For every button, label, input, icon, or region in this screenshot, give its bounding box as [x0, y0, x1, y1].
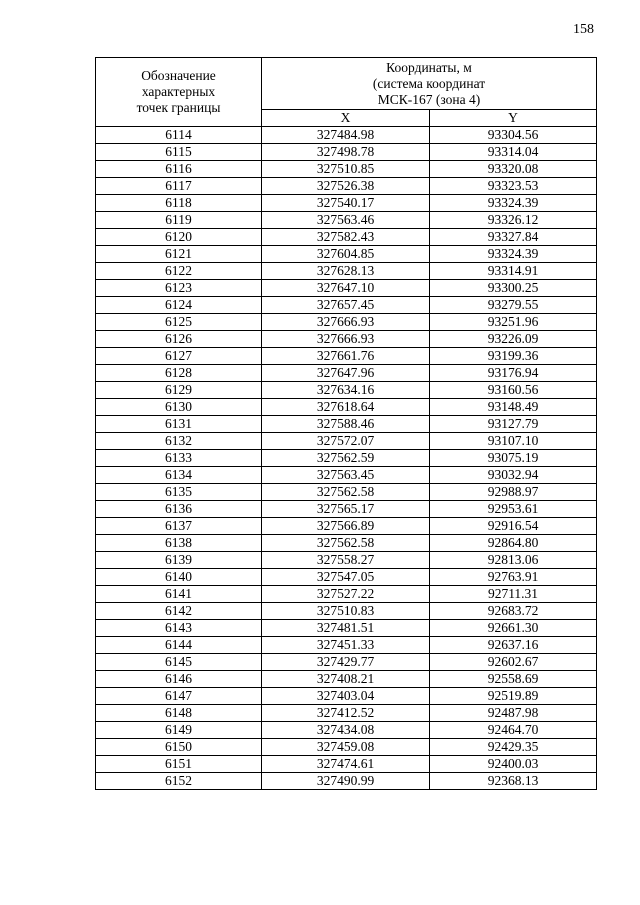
- table-row: [96, 501, 597, 518]
- x-coordinate-cell: 327563.46: [262, 212, 430, 229]
- coordinates-header-line: МСК-167 (зона 4): [377, 91, 481, 107]
- x-coordinate-cell: 327526.38: [262, 178, 430, 195]
- table-row: [96, 484, 597, 501]
- x-coordinate-cell: 327527.22: [262, 586, 430, 603]
- y-coordinate-cell: 93199.36: [430, 348, 597, 365]
- table-row: [96, 195, 597, 212]
- x-coordinate-cell: 327490.99: [262, 773, 430, 790]
- x-coordinate-cell: 327666.93: [262, 331, 430, 348]
- table-row: [96, 280, 597, 297]
- x-column-header: X: [262, 110, 430, 127]
- table-row: [96, 331, 597, 348]
- x-coordinate-cell: 327510.85: [262, 161, 430, 178]
- table-row: [96, 382, 597, 399]
- x-coordinate-cell: 327565.17: [262, 501, 430, 518]
- y-coordinate-cell: 92637.16: [430, 637, 597, 654]
- x-coordinate-cell: 327481.51: [262, 620, 430, 637]
- y-coordinate-cell: 92464.70: [430, 722, 597, 739]
- point-id-cell: 6137: [96, 518, 262, 535]
- table-row: [96, 229, 597, 246]
- point-id-cell: 6142: [96, 603, 262, 620]
- y-coordinate-cell: 92953.61: [430, 501, 597, 518]
- x-coordinate-cell: 327647.96: [262, 365, 430, 382]
- table-row: [96, 569, 597, 586]
- x-coordinate-cell: 327563.45: [262, 467, 430, 484]
- table-row: [96, 620, 597, 637]
- y-coordinate-cell: 93226.09: [430, 331, 597, 348]
- table-row: [96, 263, 597, 280]
- coordinates-table: [95, 57, 597, 790]
- point-id-cell: 6150: [96, 739, 262, 756]
- x-coordinate-cell: 327474.61: [262, 756, 430, 773]
- table-row: [96, 688, 597, 705]
- y-coordinate-cell: 93314.91: [430, 263, 597, 280]
- y-coordinate-cell: 93176.94: [430, 365, 597, 382]
- table-row: [96, 127, 597, 144]
- y-coordinate-cell: 92864.80: [430, 535, 597, 552]
- table-row: [96, 365, 597, 382]
- y-coordinate-cell: 93323.53: [430, 178, 597, 195]
- coordinates-header: [262, 58, 597, 110]
- x-coordinate-cell: 327459.08: [262, 739, 430, 756]
- point-id-cell: 6136: [96, 501, 262, 518]
- table-row: [96, 348, 597, 365]
- table-row: [96, 246, 597, 263]
- table-row: [96, 144, 597, 161]
- point-label-header: [96, 58, 262, 127]
- point-id-cell: 6115: [96, 144, 262, 161]
- table-row: [96, 535, 597, 552]
- point-id-cell: 6149: [96, 722, 262, 739]
- point-id-cell: 6123: [96, 280, 262, 297]
- x-coordinate-cell: 327666.93: [262, 314, 430, 331]
- x-coordinate-cell: 327562.59: [262, 450, 430, 467]
- point-id-cell: 6141: [96, 586, 262, 603]
- coordinates-header-line: (система координат: [372, 75, 486, 91]
- point-id-cell: 6152: [96, 773, 262, 790]
- y-coordinate-cell: 92429.35: [430, 739, 597, 756]
- x-coordinate-cell: 327498.78: [262, 144, 430, 161]
- table-row: [96, 450, 597, 467]
- point-id-cell: 6114: [96, 127, 262, 144]
- x-coordinate-cell: 327540.17: [262, 195, 430, 212]
- x-coordinate-cell: 327618.64: [262, 399, 430, 416]
- x-coordinate-cell: 327572.07: [262, 433, 430, 450]
- y-coordinate-cell: 93032.94: [430, 467, 597, 484]
- x-coordinate-cell: 327562.58: [262, 484, 430, 501]
- y-coordinate-cell: 92661.30: [430, 620, 597, 637]
- y-coordinate-cell: 93148.49: [430, 399, 597, 416]
- y-coordinate-cell: 92602.67: [430, 654, 597, 671]
- table-row: [96, 671, 597, 688]
- point-id-cell: 6134: [96, 467, 262, 484]
- y-coordinate-cell: 92683.72: [430, 603, 597, 620]
- point-id-cell: 6129: [96, 382, 262, 399]
- x-coordinate-cell: 327604.85: [262, 246, 430, 263]
- x-coordinate-cell: 327628.13: [262, 263, 430, 280]
- x-coordinate-cell: 327434.08: [262, 722, 430, 739]
- y-coordinate-cell: 92519.89: [430, 688, 597, 705]
- point-id-cell: 6133: [96, 450, 262, 467]
- x-coordinate-cell: 327408.21: [262, 671, 430, 688]
- y-coordinate-cell: 93324.39: [430, 246, 597, 263]
- x-coordinate-cell: 327661.76: [262, 348, 430, 365]
- y-coordinate-cell: 93279.55: [430, 297, 597, 314]
- x-coordinate-cell: 327429.77: [262, 654, 430, 671]
- point-id-cell: 6146: [96, 671, 262, 688]
- table-row: [96, 586, 597, 603]
- y-coordinate-cell: 92813.06: [430, 552, 597, 569]
- point-id-cell: 6135: [96, 484, 262, 501]
- point-id-cell: 6147: [96, 688, 262, 705]
- y-coordinate-cell: 93326.12: [430, 212, 597, 229]
- y-coordinate-cell: 93251.96: [430, 314, 597, 331]
- y-coordinate-cell: 93327.84: [430, 229, 597, 246]
- y-column-header: Y: [430, 110, 597, 127]
- table-row: [96, 297, 597, 314]
- x-coordinate-cell: 327558.27: [262, 552, 430, 569]
- table-row: [96, 705, 597, 722]
- table-row: [96, 467, 597, 484]
- point-id-cell: 6127: [96, 348, 262, 365]
- x-coordinate-cell: 327403.04: [262, 688, 430, 705]
- table-row: [96, 739, 597, 756]
- table-row: [96, 416, 597, 433]
- point-id-cell: 6130: [96, 399, 262, 416]
- table-row: [96, 756, 597, 773]
- y-coordinate-cell: 93160.56: [430, 382, 597, 399]
- x-coordinate-cell: 327562.58: [262, 535, 430, 552]
- point-id-cell: 6125: [96, 314, 262, 331]
- point-id-cell: 6132: [96, 433, 262, 450]
- y-coordinate-cell: 92487.98: [430, 705, 597, 722]
- x-coordinate-cell: 327451.33: [262, 637, 430, 654]
- coordinates-header-line: Координаты, м: [386, 59, 472, 75]
- table-row: [96, 433, 597, 450]
- x-coordinate-cell: 327547.05: [262, 569, 430, 586]
- table-row: [96, 178, 597, 195]
- table-row: [96, 399, 597, 416]
- y-coordinate-cell: 92400.03: [430, 756, 597, 773]
- x-coordinate-cell: 327647.10: [262, 280, 430, 297]
- x-coordinate-cell: 327510.83: [262, 603, 430, 620]
- table-row: [96, 314, 597, 331]
- x-coordinate-cell: 327657.45: [262, 297, 430, 314]
- point-id-cell: 6140: [96, 569, 262, 586]
- page-number: 158: [573, 22, 594, 37]
- point-id-cell: 6118: [96, 195, 262, 212]
- table-row: [96, 161, 597, 178]
- y-coordinate-cell: 93314.04: [430, 144, 597, 161]
- y-coordinate-cell: 92711.31: [430, 586, 597, 603]
- point-id-cell: 6120: [96, 229, 262, 246]
- table-row: [96, 603, 597, 620]
- point-id-cell: 6122: [96, 263, 262, 280]
- point-id-cell: 6144: [96, 637, 262, 654]
- point-id-cell: 6121: [96, 246, 262, 263]
- point-id-cell: 6143: [96, 620, 262, 637]
- y-coordinate-cell: 92988.97: [430, 484, 597, 501]
- table-row: [96, 552, 597, 569]
- y-coordinate-cell: 93127.79: [430, 416, 597, 433]
- point-id-cell: 6124: [96, 297, 262, 314]
- y-coordinate-cell: 93320.08: [430, 161, 597, 178]
- point-id-cell: 6151: [96, 756, 262, 773]
- point-id-cell: 6126: [96, 331, 262, 348]
- table-row: [96, 654, 597, 671]
- y-coordinate-cell: 92558.69: [430, 671, 597, 688]
- point-label-header-line: точек границы: [136, 100, 221, 115]
- x-coordinate-cell: 327566.89: [262, 518, 430, 535]
- table-row: [96, 212, 597, 229]
- table-row: [96, 518, 597, 535]
- table-row: [96, 722, 597, 739]
- y-coordinate-cell: 93324.39: [430, 195, 597, 212]
- point-id-cell: 6148: [96, 705, 262, 722]
- point-id-cell: 6131: [96, 416, 262, 433]
- table-body: [96, 127, 597, 790]
- point-id-cell: 6119: [96, 212, 262, 229]
- table-row: [96, 637, 597, 654]
- x-coordinate-cell: 327588.46: [262, 416, 430, 433]
- x-coordinate-cell: 327634.16: [262, 382, 430, 399]
- point-id-cell: 6145: [96, 654, 262, 671]
- y-coordinate-cell: 93300.25: [430, 280, 597, 297]
- point-id-cell: 6117: [96, 178, 262, 195]
- x-coordinate-cell: 327484.98: [262, 127, 430, 144]
- point-id-cell: 6116: [96, 161, 262, 178]
- x-coordinate-cell: 327582.43: [262, 229, 430, 246]
- point-id-cell: 6128: [96, 365, 262, 382]
- point-label-header-line: Обозначение: [141, 68, 216, 83]
- y-coordinate-cell: 93075.19: [430, 450, 597, 467]
- point-id-cell: 6138: [96, 535, 262, 552]
- y-coordinate-cell: 92368.13: [430, 773, 597, 790]
- y-coordinate-cell: 92763.91: [430, 569, 597, 586]
- point-label-header-line: характерных: [141, 84, 216, 99]
- y-coordinate-cell: 93304.56: [430, 127, 597, 144]
- table-row: [96, 773, 597, 790]
- y-coordinate-cell: 93107.10: [430, 433, 597, 450]
- point-id-cell: 6139: [96, 552, 262, 569]
- y-coordinate-cell: 92916.54: [430, 518, 597, 535]
- x-coordinate-cell: 327412.52: [262, 705, 430, 722]
